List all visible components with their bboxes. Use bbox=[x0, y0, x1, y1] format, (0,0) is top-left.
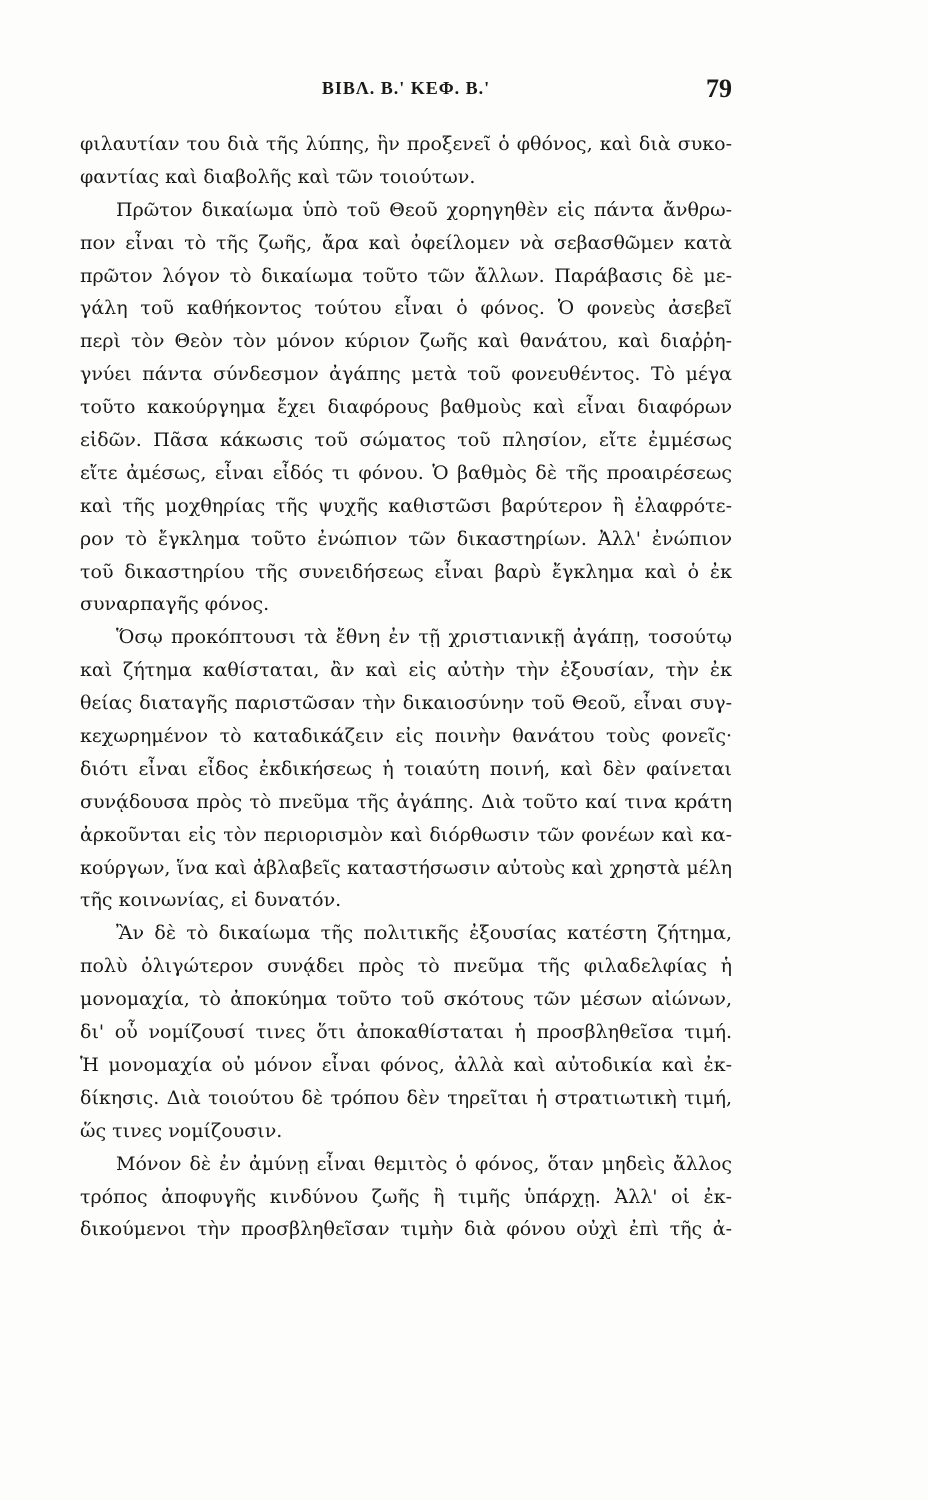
text-line: περὶ τὸν Θεὸν τὸν μόνον κύριον ζωῆς καὶ θανάτου, καὶ διαῤῥη- bbox=[80, 330, 732, 353]
text-line: κούργων, ἵνα καὶ ἀβλαβεῖς καταστήσωσιν αὐτοὺς καὶ χρηστὰ μέλη bbox=[80, 856, 732, 879]
text-line: φαντίας καὶ διαβολῆς καὶ τῶν τοιούτων. bbox=[80, 165, 476, 188]
text-line: φιλαυτίαν του διὰ τῆς λύπης, ἣν προξενεῖ ὁ φθόνος, καὶ διὰ συκο- bbox=[80, 133, 732, 155]
text-line: τοῦτο κακούργημα ἔχει διαφόρους βαθμοὺς καὶ εἶναι διαφόρων bbox=[80, 396, 732, 419]
text-line: ὥς τινες νομίζουσιν. bbox=[80, 1119, 283, 1142]
page-number: 79 bbox=[706, 74, 732, 103]
running-title: ΒΙΒΛ. Β.' ΚΕΦ. Β.' bbox=[321, 78, 491, 98]
text-line: τῆς κοινωνίας, εἰ δυνατόν. bbox=[80, 889, 342, 912]
body-text bbox=[80, 128, 732, 1246]
text-line: τοῦ δικαστηρίου τῆς συνειδήσεως εἶναι βαρὺ ἔγκλημα καὶ ὁ ἐκ bbox=[80, 560, 732, 583]
text-line: πρῶτον λόγον τὸ δικαίωμα τοῦτο τῶν ἄλλων. Παράβασις δὲ με- bbox=[80, 264, 732, 287]
text-line: Μόνον δὲ ἐν ἀμύνῃ εἶναι θεμιτὸς ὁ φόνος, ὅταν μηδεὶς ἄλλος bbox=[116, 1152, 732, 1175]
text-line: θείας διαταγῆς παριστῶσαν τὴν δικαιοσύνην τοῦ Θεοῦ, εἶναι συγ- bbox=[80, 692, 732, 715]
text-line: δίκησις. Διὰ τοιούτου δὲ τρόπου δὲν τηρεῖται ἡ στρατιωτικὴ τιμή, bbox=[80, 1086, 732, 1109]
text-line: καὶ τῆς μοχθηρίας τῆς ψυχῆς καθιστῶσι βαρύτερον ἢ ἐλαφρότε- bbox=[80, 494, 732, 517]
text-line: ρον τὸ ἔγκλημα τοῦτο ἐνώπιον τῶν δικαστηρίων. Ἀλλ' ἐνώπιον bbox=[80, 527, 732, 550]
text-line: διότι εἶναι εἶδος ἐκδικήσεως ἡ τοιαύτη ποινή, καὶ δὲν φαίνεται bbox=[80, 757, 732, 780]
text-line: Ὅσῳ προκόπτουσι τὰ ἔθνη ἐν τῇ χριστιανικῇ ἀγάπῃ, τοσούτῳ bbox=[116, 626, 732, 649]
text-line: εἰδῶν. Πᾶσα κάκωσις τοῦ σώματος τοῦ πλησίον, εἴτε ἐμμέσως bbox=[80, 429, 732, 452]
text-line: δι' οὗ νομίζουσί τινες ὅτι ἀποκαθίσταται ἡ προσβληθεῖσα τιμή. bbox=[80, 1021, 732, 1044]
text-line: Πρῶτον δικαίωμα ὑπὸ τοῦ Θεοῦ χορηγηθὲν εἰς πάντα ἄνθρω- bbox=[116, 198, 732, 221]
text-line: συναρπαγῆς φόνος. bbox=[80, 593, 270, 616]
text-line: δικούμενοι τὴν προσβληθεῖσαν τιμὴν διὰ φόνου οὐχὶ ἐπὶ τῆς ἀ- bbox=[80, 1218, 732, 1241]
text-line: Ἡ μονομαχία οὐ μόνον εἶναι φόνος, ἀλλὰ καὶ αὐτοδικία καὶ ἐκ- bbox=[80, 1053, 732, 1076]
text-line: πολὺ ὀλιγώτερον συνᾴδει πρὸς τὸ πνεῦμα τῆς φιλαδελφίας ἡ bbox=[80, 955, 732, 978]
running-header bbox=[80, 74, 732, 110]
text-line: γάλη τοῦ καθήκοντος τούτου εἶναι ὁ φόνος. Ὁ φονεὺς ἀσεβεῖ bbox=[80, 297, 732, 320]
text-line: πον εἶναι τὸ τῆς ζωῆς, ἄρα καὶ ὀφείλομεν νὰ σεβασθῶμεν κατὰ bbox=[80, 231, 732, 254]
text-line: συνᾴδουσα πρὸς τὸ πνεῦμα τῆς ἀγάπης. Διὰ τοῦτο καί τινα κράτη bbox=[80, 790, 732, 813]
text-line: τρόπος ἀποφυγῆς κινδύνου ζωῆς ἢ τιμῆς ὑπάρχῃ. Ἀλλ' οἱ ἐκ- bbox=[80, 1185, 732, 1208]
text-line: μονομαχία, τὸ ἀποκύημα τοῦτο τοῦ σκότους τῶν μέσων αἰώνων, bbox=[80, 988, 732, 1011]
text-line: ἀρκοῦνται εἰς τὸν περιορισμὸν καὶ διόρθωσιν τῶν φονέων καὶ κα- bbox=[80, 823, 732, 846]
text-line: εἴτε ἀμέσως, εἶναι εἶδός τι φόνου. Ὁ βαθμὸς δὲ τῆς προαιρέσεως bbox=[80, 461, 732, 484]
text-line: καὶ ζήτημα καθίσταται, ἂν καὶ εἰς αὐτὴν τὴν ἐξουσίαν, τὴν ἐκ bbox=[80, 659, 732, 682]
text-line: κεχωρημένον τὸ καταδικάζειν εἰς ποινὴν θανάτου τοὺς φονεῖς· bbox=[80, 725, 732, 748]
text-line: γνύει πάντα σύνδεσμον ἀγάπης μετὰ τοῦ φονευθέντος. Τὸ μέγα bbox=[80, 363, 732, 386]
text-line: Ἂν δὲ τὸ δικαίωμα τῆς πολιτικῆς ἐξουσίας κατέστη ζήτημα, bbox=[116, 922, 732, 945]
